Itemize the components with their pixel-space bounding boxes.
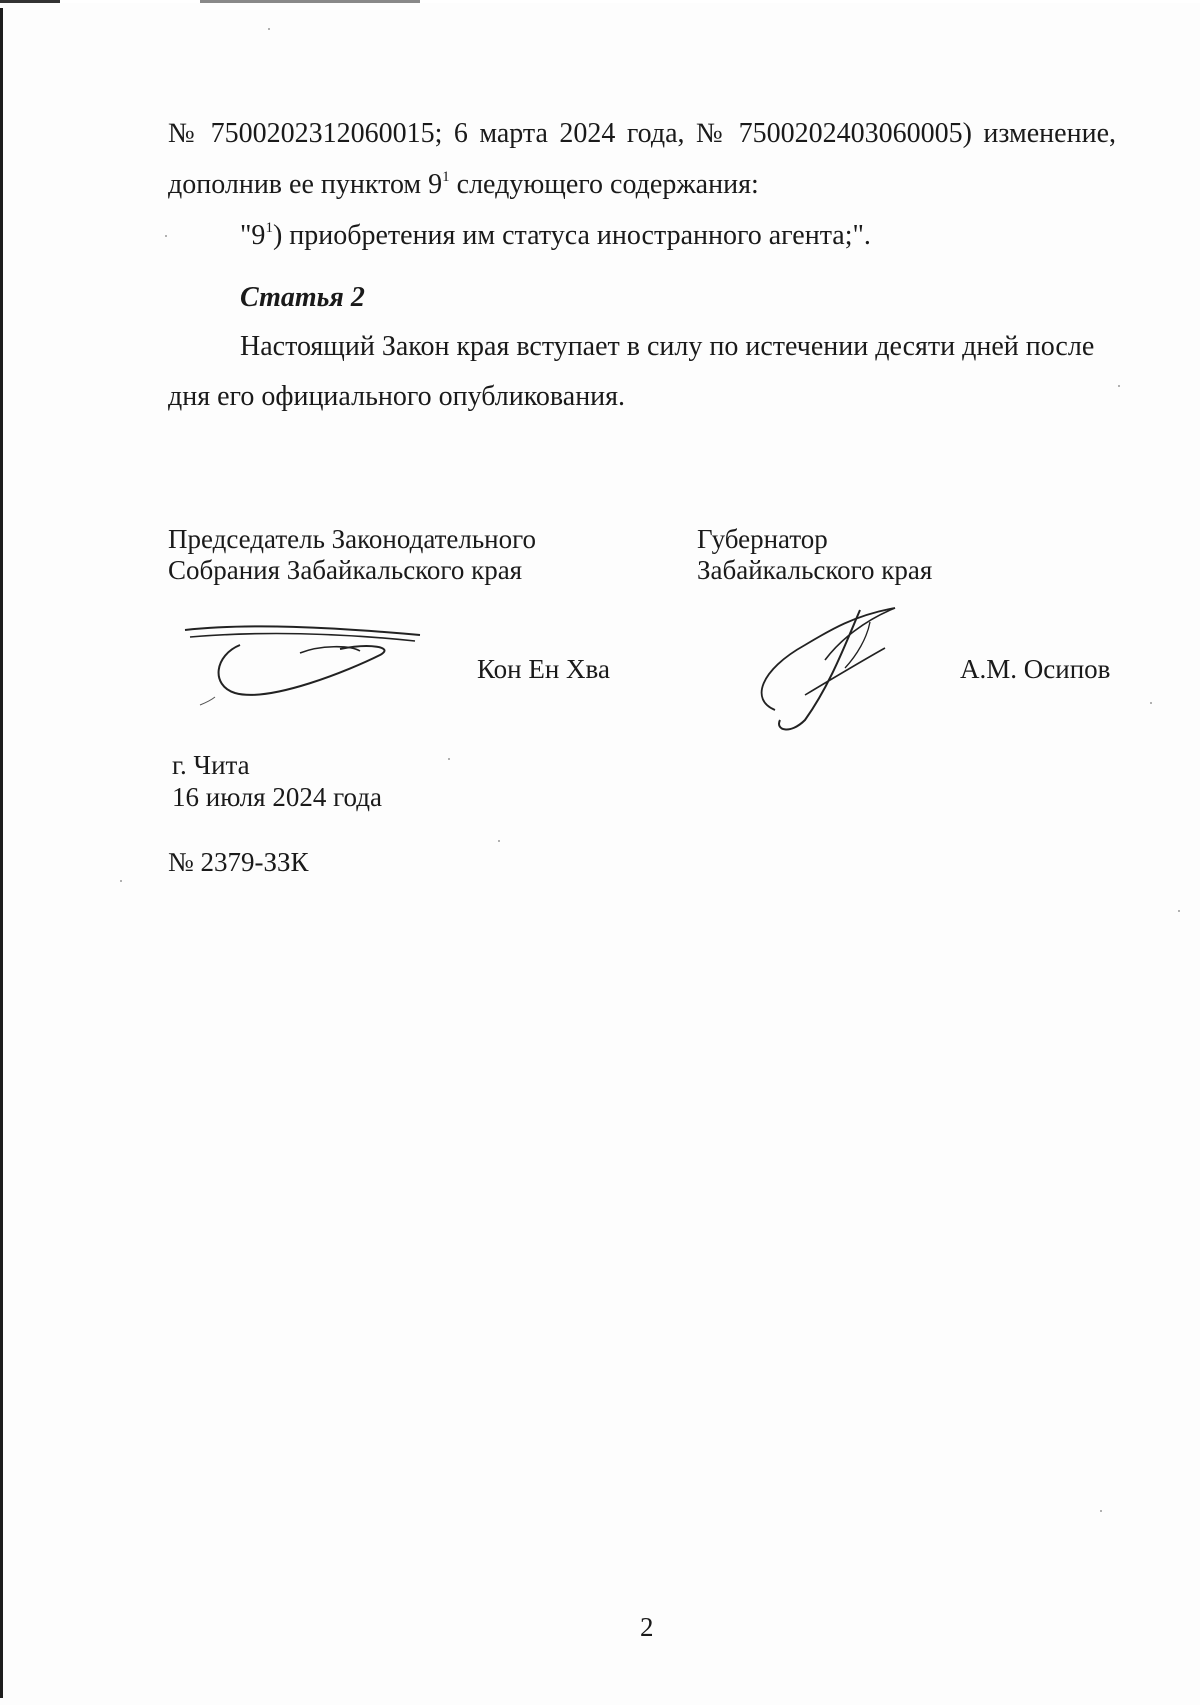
governor-title-line-2: Забайкальского края: [697, 555, 933, 585]
place: г. Чита: [172, 750, 250, 780]
scan-speck: [120, 880, 122, 882]
page-number: 2: [640, 1612, 654, 1642]
scan-speck: [1178, 910, 1180, 912]
paragraph-line-2-before: дополнив ее пунктом 9: [168, 169, 443, 200]
amendment-quote: [240, 219, 871, 253]
scan-speck: [1118, 385, 1120, 387]
quote-rest: ) приобретения им статуса иностранного агента;".: [272, 220, 871, 251]
scan-speck: [498, 840, 500, 842]
scan-speck: [1100, 1510, 1102, 1512]
chairman-title-line-1: Председатель Законодательного: [168, 524, 537, 554]
article-2-line-2: дня его официального опубликования.: [168, 381, 626, 412]
governor-signature: [745, 600, 905, 740]
quote-open: "9: [240, 220, 266, 251]
scan-speck: [1150, 702, 1152, 704]
governor-title-line-1: Губернатор: [697, 524, 828, 554]
quote-superscript: 1: [265, 220, 273, 236]
paragraph-line-2-after: следующего содержания:: [449, 169, 759, 200]
chairman-title: [168, 524, 536, 586]
scan-border-left: [0, 8, 3, 1698]
paragraph-line-2-superscript: 1: [442, 169, 450, 185]
governor-title: [697, 524, 932, 586]
date: 16 июля 2024 года: [172, 782, 382, 812]
paragraph-line-2: [168, 168, 759, 202]
scan-speck: [448, 758, 450, 760]
law-number: № 2379-ЗЗК: [168, 847, 309, 877]
article-2-title: Статья 2: [240, 282, 365, 313]
scan-speck: [165, 235, 167, 237]
chairman-title-line-2: Собрания Забайкальского края: [168, 555, 523, 585]
chairman-name: Кон Ен Хва: [477, 654, 610, 684]
paragraph-line-1: № 7500202312060015; 6 марта 2024 года, № 7500202403060005) изменение,: [168, 118, 1116, 149]
scan-border-top: [0, 0, 1200, 3]
governor-name: А.М. Осипов: [960, 654, 1111, 684]
article-2-line-1: Настоящий Закон края вступает в силу по истечении десяти дней после: [240, 331, 1095, 362]
chairman-signature: [180, 615, 430, 710]
scan-speck: [268, 28, 270, 30]
